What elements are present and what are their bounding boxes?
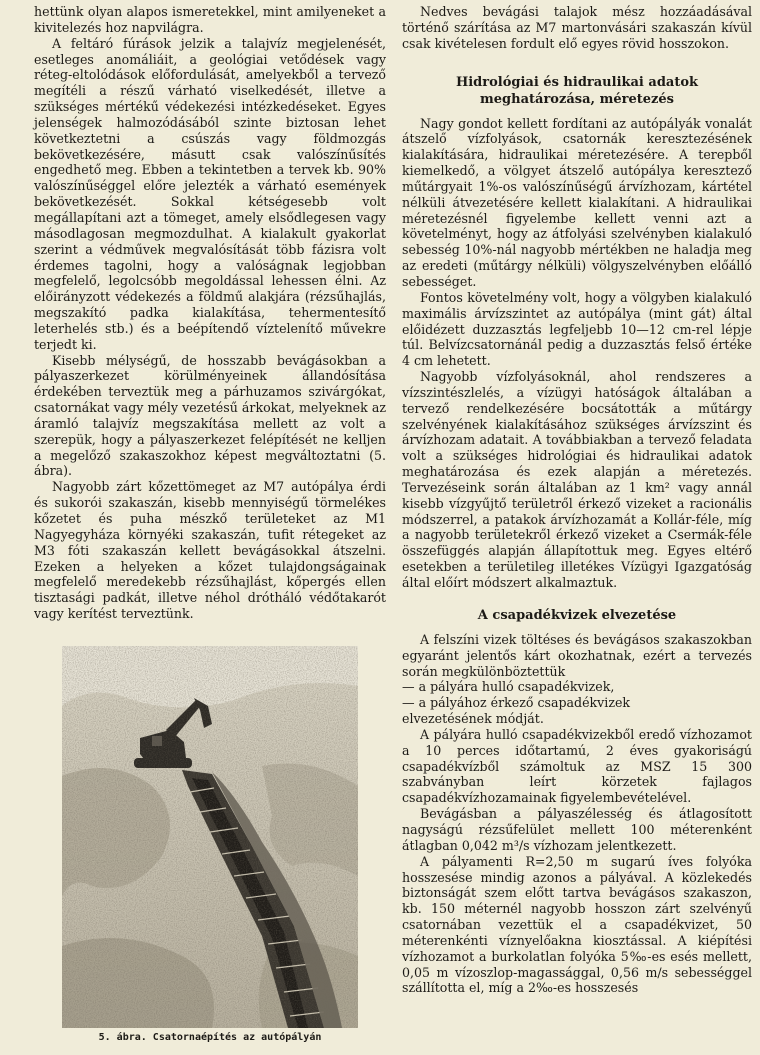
paragraph: A felszíni vizek töltéses és bevágásos szakaszokban egyaránt jelentős kárt okozhatnak, ezért a tervezés során megkülönböztettük bbox=[402, 631, 752, 679]
paragraph: A feltáró fúrások jelzik a talajvíz megjelenését, esetleges anomáliáit, a geológiai vetődések vagy réteg-eltolódások előfordulását, amelyekből a tervező megítéli a részű várható viselkedését, illetve a szükséges mértékű védekezési intézkedéseket. Egyes jelenségek halmozódásából szinte biztosan lehet következtetni a csúszás vagy földmozgás bekövetkezésére, másutt csak valószínűsítés engedhető meg. Ebben a tekintetben a tervek kb. 90% valószínűséggel előre jelezték a várható események bekövetkezését. Sokkal kétségesebb volt megállapítani azt a tömeget, amely elsődlegesen vagy másodlagosan megmozdulhat. A kialakult gyakorlat szerint a védművek megvalósítását több fázisra volt érdemes tagolni, hogy a valóságnak legjobban megfelelő, legolcsóbb megoldással lehessen élni. Az előirányzott védekezés a földmű alakjára (rézsűhajlás, megszakító padka kialakítása, tehermentesítő leterhelés stb.) és a beépítendő víztelenítő művekre terjedt ki. bbox=[34, 35, 386, 352]
figure-5 bbox=[62, 646, 358, 1048]
list-item: — a pályához érkező csapadékvizek bbox=[402, 695, 631, 711]
paragraph: Kisebb mélységű, de hosszabb bevágásokban a pályaszerkezet körülményeinek állandósítása érdekében terveztük meg a párhuzamos szivárgókat, csatornákat vagy mély vezetésű árkokat, melyeknek az áramló talajvíz megszakítása mellett az volt a szerepük, hogy a pályaszerkezet felépítését ne kelljen a megelőző szakaszokhoz képest megváltoztatni (5. ábra). bbox=[34, 352, 386, 479]
paragraph: Nedves bevágási talajok mész hozzáadásával történő szárítása az M7 martonvásári szakaszán kívül csak kivételesen fordult elő egyes rövid hosszokon. bbox=[402, 4, 752, 51]
section-heading: A csapadékvizek elvezetése bbox=[477, 607, 677, 623]
left-column bbox=[34, 4, 386, 622]
paragraph: A pályára hulló csapadékvizekből eredő vízhozamot a 10 perces időtartamú, 2 éves gyakoriságú csapadékvízből számoltuk az MSZ 15 300 szabványban leírt körzetek fajlagos csapadékvízhozamainak figyelembevételével. bbox=[402, 726, 752, 806]
paragraph: Nagy gondot kellett fordítani az autópályák vonalát átszelő vízfolyások, csatornák keresztezésének kialakítására, hidraulikai méretezésére. A terepből kiemelkedő, a völgyet átszelő autópálya keresztező műtárgyait 1%-os valószínűségű árvízhozam, kártétel nélküli átvezetésére kellett kialakítani. A hidraulikai méretezésnél figyelembe kellett venni azt a követelményt, hogy az átfolyási szelvényben kialakuló sebesség 10%-nál nagyobb mértékben ne haladja meg az eredeti (műtárgy nélküli) völgyszelvényben előálló sebességet. bbox=[402, 115, 752, 289]
figure-caption: 5. ábra. Csatornaépítés az autópályán bbox=[98, 1032, 322, 1043]
paragraph: hettünk olyan alapos ismeretekkel, mint amilyeneket a kivitelezés hoz napvilágra. bbox=[34, 4, 386, 35]
paragraph: Bevágásban a pályaszélesség és átlagosított nagyságú rézsűfelület mellett 100 méterenként átlagban 0,042 m³/s vízhozam jelentkezett. bbox=[402, 806, 752, 853]
section-heading: Hidrológiai és hidraulikai adatok meghatározása, méretezés bbox=[455, 74, 699, 107]
paragraph: Nagyobb vízfolyásoknál, ahol rendszeres a vízszintészlelés, a vízügyi hatóságok általában a tervező rendelkezésére bocsátották a műtárgy szelvényének kialakításához szükséges árvízszint és árvízhozam adatait. A továbbiakban a tervező feladata volt a szükséges hidrológiai és hidraulikai adatok meghatározása és ezek alapján a méretezés. Tervezéseink során általában az 1 km² vagy annál kisebb vízgyűjtő területről érkező vizeket a racionális módszerrel, a patakok árvízhozamát a Kollár-féle, míg a nagyobb területekről érkező vizeket a Csermák-féle összefüggés alapján állapítottuk meg. Egyes eltérő esetekben a területileg illetékes Vízügyi Igazgatóság által előírt módszert alkalmaztuk. bbox=[402, 369, 752, 590]
right-column bbox=[402, 4, 752, 996]
paragraph: A pályamenti R=2,50 m sugarú íves folyóka hosszesése mindig azonos a pályával. A közlekedés biztonságát szem előtt tartva bevágásos szakaszon, kb. 150 méternél nagyobb hosszon zárt szelvényű csatornában vezettük el a csapadékvizet, 50 méterenkénti víznyelőakna kiosztással. A kiépítési vízhozamot a burkolatlan folyóka 5‰-es esés mellett, 0,05 m vízoszlop-magassággal, 0,56 m/s sebességgel szállította el, míg a 2‰-es hosszesés bbox=[402, 853, 752, 996]
paragraph: elvezetésének módját. bbox=[402, 711, 544, 727]
canal-construction-photo bbox=[62, 646, 358, 1028]
list-item: — a pályára hulló csapadékvizek, bbox=[402, 679, 615, 695]
paragraph: Nagyobb zárt kőzettömeget az M7 autópálya érdi és sukorói szakaszán, kisebb mennyiségű törmelékes kőzetet és puha mészkő területeket az M1 Nagyegyháza környéki szakaszán, tufit rétegeket az M3 fóti szakaszán kellett bevágásokkal átszelni. Ezeken a helyeken a kőzet tulajdongságainak megfelelő meredekebb rézsűhajlást, kőpergés ellen tisztasági padkát, illetve néhol drótháló védőtakarót vagy kerítést terveztünk. bbox=[34, 479, 386, 622]
paragraph: Fontos követelmény volt, hogy a völgyben kialakuló maximális árvízszintet az autópálya (mint gát) által előidézett duzzasztás legfeljebb 10—12 cm-rel lépje túl. Belvízcsatornánál pedig a duzzasztás felső értéke 4 cm lehetett. bbox=[402, 289, 752, 369]
